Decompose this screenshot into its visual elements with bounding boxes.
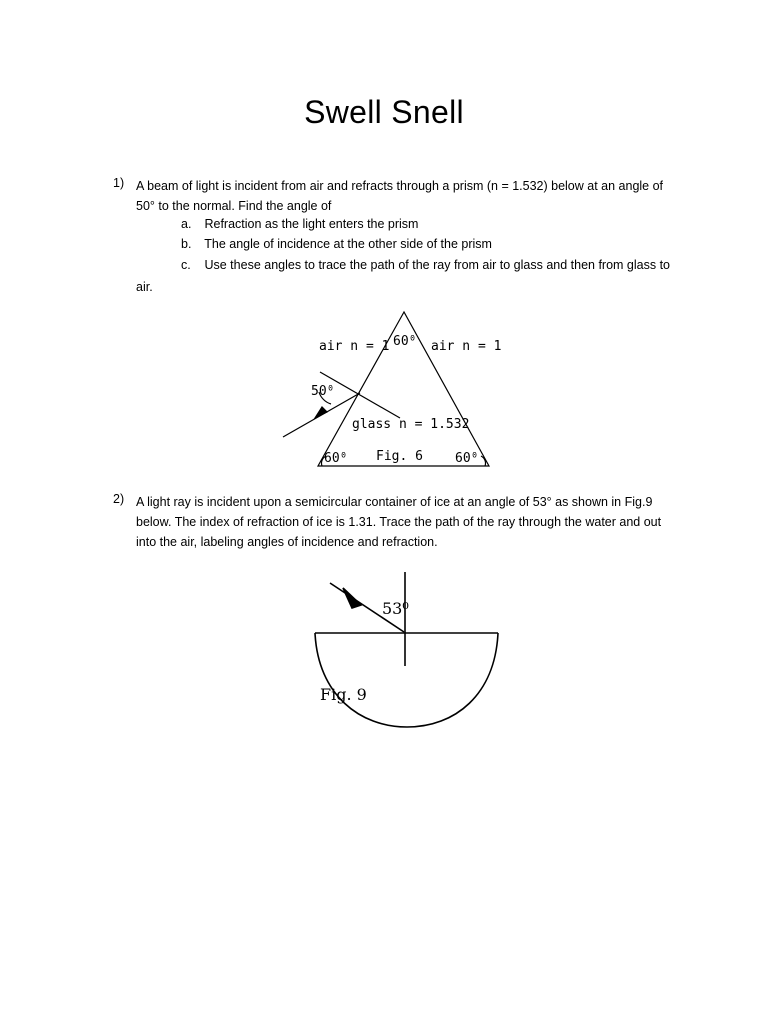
question-2-line-1: A light ray is incident upon a semicircular container of ice at an angle of 53° as shown in Fig.9	[136, 495, 653, 509]
container-arc	[315, 633, 498, 727]
fig6-glass-label: glass n = 1.532	[352, 417, 470, 432]
fig9-angle-label: 53⁰	[382, 599, 409, 618]
ray-arrow-icon	[315, 407, 327, 418]
item-text: Refraction as the light enters the prism	[204, 217, 419, 231]
fig6-left-base-angle-label: 60⁰	[324, 451, 348, 466]
item-text: The angle of incidence at the other side of the prism	[204, 237, 492, 251]
question-1-number: 1)	[113, 176, 125, 190]
item-letter: c.	[181, 258, 191, 272]
fig6-incidence-angle-label: 50⁰	[311, 384, 335, 399]
fig9-caption: Fig. 9	[320, 685, 367, 704]
page-title: Swell Snell	[304, 94, 464, 130]
question-1-line-1: A beam of light is incident from air and refracts through a prism (n = 1.532) below at an angle of	[136, 179, 664, 193]
question-2-number: 2)	[113, 492, 125, 506]
ray-arrow-icon	[343, 588, 361, 608]
fig6-caption: Fig. 6	[376, 449, 423, 464]
question-1-line-tail: air.	[136, 280, 153, 294]
fig6-apex-angle-label: 60⁰	[393, 334, 417, 349]
question-2-line-2: below. The index of refraction of ice is 1.31. Trace the path of the ray through the water and out	[136, 515, 662, 529]
fig6-right-base-angle-label: 60⁰	[455, 451, 479, 466]
question-2-line-3: into the air, labeling angles of incidence and refraction.	[136, 535, 438, 549]
question-1-line-2: 50° to the normal. Find the angle of	[136, 199, 332, 213]
fig6-air-right-label: air n = 1	[431, 339, 502, 354]
item-letter: b.	[181, 237, 192, 251]
item-letter: a.	[181, 217, 192, 231]
fig6-air-left-label: air n = 1	[319, 339, 390, 354]
item-text: Use these angles to trace the path of the ray from air to glass and then from glass to	[204, 258, 671, 272]
